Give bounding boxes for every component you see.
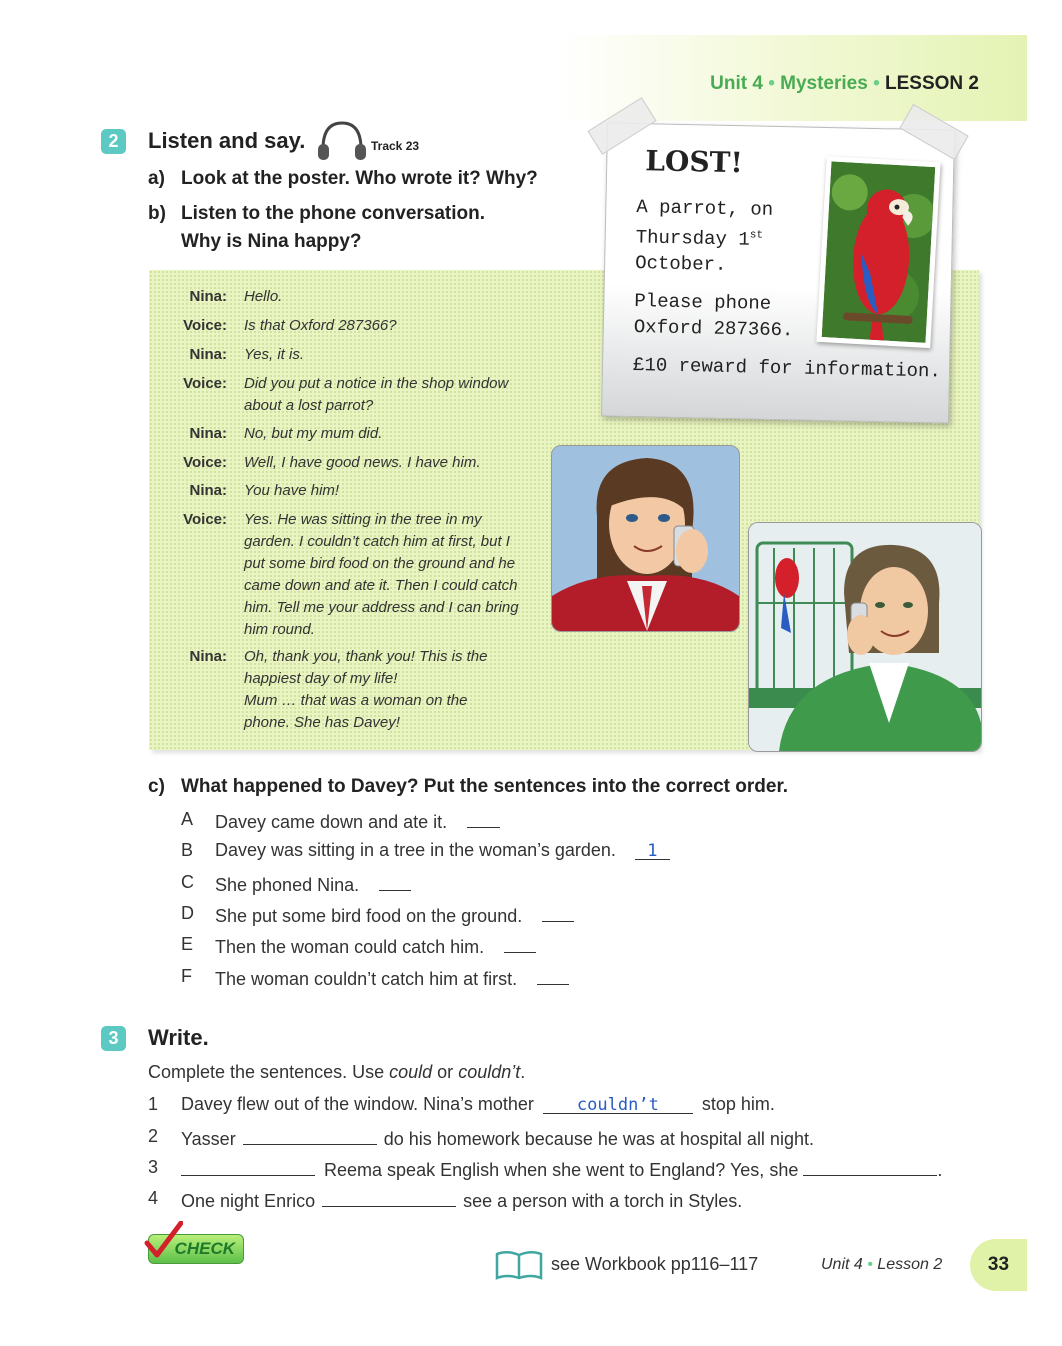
item-body	[215, 872, 411, 896]
dialogue-text: Yes, it is.	[244, 346, 305, 363]
poster-title: LOST!	[644, 144, 744, 180]
poster-line: Please phone	[634, 290, 772, 316]
dialogue-text	[244, 373, 549, 417]
speaker: Nina:	[189, 288, 227, 305]
answer-blank[interactable]	[542, 903, 574, 922]
dialogue-text-line: Mum … that was a woman on the	[244, 692, 468, 709]
woman-phone-image	[749, 523, 981, 751]
item-body	[215, 903, 574, 927]
nina-illustration	[551, 445, 740, 632]
sentence-text: One night Enrico	[181, 1191, 316, 1211]
sentence-text: Davey flew out of the window. Nina’s mother	[181, 1094, 534, 1114]
sentence-text: .	[937, 1160, 943, 1180]
sentence-body	[181, 1188, 742, 1212]
dialogue-text: Well, I have good news. I have him.	[244, 454, 481, 471]
sentence-text: Reema speak English when she went to England? Yes, she	[324, 1160, 799, 1180]
sentence-body	[181, 1094, 775, 1115]
item-body	[215, 966, 569, 990]
dialogue-text-line: happiest day of my life!	[244, 670, 398, 687]
dialogue-text-line: him. Tell me your address and I can bring	[244, 599, 519, 616]
poster-phone-number: Oxford 287366.	[633, 316, 794, 342]
order-item	[181, 872, 741, 896]
bullet: •	[867, 1256, 878, 1273]
dialogue-text-line: him round.	[244, 621, 315, 638]
item-text: She put some bird food on the ground.	[215, 906, 523, 926]
answer-blank[interactable]	[322, 1188, 456, 1207]
dialogue-text-line: phone. She has Davey!	[244, 714, 400, 731]
instruction-text: .	[520, 1062, 526, 1082]
dialogue-line	[149, 646, 569, 734]
bullet: •	[873, 73, 886, 94]
dialogue-line	[149, 315, 569, 337]
answer-blank[interactable]	[803, 1157, 937, 1176]
item-text: The woman couldn’t catch him at first.	[215, 969, 518, 989]
footer-unit: Unit 4	[821, 1256, 863, 1273]
dialogue-text-line: Yes. He was sitting in the tree in my	[244, 511, 482, 528]
exercise-number-badge: 3	[101, 1026, 126, 1051]
order-item	[181, 966, 741, 990]
item-body	[215, 809, 500, 833]
dialogue-line	[149, 509, 569, 641]
speaker: Nina:	[189, 482, 227, 499]
sentence-text: see a person with a torch in Styles.	[463, 1191, 743, 1211]
sentence-2	[148, 1126, 978, 1150]
question-c-letter: c)	[148, 776, 165, 797]
speaker: Nina:	[189, 648, 227, 665]
sentence-text: do his homework because he was at hospital all night.	[383, 1129, 814, 1149]
instruction-text: or	[432, 1062, 459, 1082]
dialogue-text-line: put some bird food on the ground and he	[244, 555, 516, 572]
speaker: Voice:	[183, 454, 227, 471]
poster-line: A parrot, on	[636, 196, 774, 221]
topic-label: Mysteries	[780, 73, 868, 94]
dialogue-text-line: Did you put a notice in the shop window	[244, 375, 509, 392]
item-letter: F	[181, 966, 192, 986]
checkmark-icon	[143, 1221, 183, 1261]
workbook-reference: see Workbook pp116–117	[551, 1254, 759, 1274]
question-c: What happened to Davey? Put the sentences into the correct order.	[181, 776, 789, 797]
dialogue-text-line: about a lost parrot?	[244, 397, 374, 414]
dialogue-text: Hello.	[244, 288, 283, 305]
question-b-line2: Why is Nina happy?	[181, 231, 362, 252]
dialogue-line	[149, 373, 569, 417]
footer-lesson: Lesson 2	[877, 1256, 943, 1273]
instruction-couldnt: couldn’t	[458, 1062, 521, 1082]
order-item	[181, 903, 741, 927]
item-body	[215, 934, 536, 958]
instruction-could: could	[389, 1062, 433, 1082]
order-item	[181, 809, 741, 833]
dialogue-text: No, but my mum did.	[244, 425, 383, 442]
item-body	[215, 840, 670, 861]
dialogue-text-line: came down and ate it. Then I could catch	[244, 577, 518, 594]
poster-date-suffix: st	[749, 229, 764, 242]
item-text: Davey came down and ate it.	[215, 812, 448, 832]
footer-unit-lesson	[821, 1256, 942, 1274]
item-text: Then the woman could catch him.	[215, 937, 485, 957]
item-text: She phoned Nina.	[215, 875, 360, 895]
check-label: CHECK	[174, 1239, 235, 1258]
speaker: Nina:	[189, 425, 227, 442]
track-label: Track 23	[371, 139, 420, 153]
speaker: Voice:	[183, 317, 227, 334]
dialogue-text: Is that Oxford 287366?	[244, 317, 397, 334]
question-a-letter: a)	[148, 168, 165, 189]
dialogue-text	[244, 509, 549, 641]
answer-blank[interactable]: 1	[635, 841, 670, 860]
item-letter: C	[181, 872, 194, 892]
answer-blank[interactable]	[467, 809, 500, 828]
answer-blank[interactable]	[243, 1126, 377, 1145]
answer-blank[interactable]	[504, 934, 536, 953]
sentence-text: stop him.	[701, 1094, 775, 1114]
poster-line: October.	[634, 252, 727, 277]
dialogue-text-line: Oh, thank you, thank you! This is the	[244, 648, 488, 665]
answer-blank[interactable]	[181, 1157, 315, 1176]
dialogue-text	[244, 646, 549, 734]
sentence-number: 1	[148, 1094, 159, 1114]
sentence-1	[148, 1094, 978, 1118]
item-letter: E	[181, 934, 194, 954]
answer-blank[interactable]	[537, 966, 569, 985]
bullet: •	[768, 73, 781, 94]
sentence-number: 2	[148, 1126, 159, 1146]
answer-blank[interactable]	[379, 872, 411, 891]
dialogue-text: You have him!	[244, 482, 340, 499]
lesson-label: LESSON 2	[885, 73, 979, 94]
sentence-number: 4	[148, 1188, 159, 1208]
parrot-image	[822, 161, 936, 343]
sentence-3	[148, 1157, 978, 1181]
item-text: Davey was sitting in a tree in the woman’s garden.	[215, 840, 616, 860]
item-letter: B	[181, 840, 194, 860]
sentence-body	[181, 1126, 814, 1150]
book-icon	[495, 1250, 543, 1280]
speaker: Voice:	[183, 511, 227, 528]
dialogue-text-line: garden. I couldn’t catch him at first, but I	[244, 533, 510, 550]
speaker: Nina:	[189, 346, 227, 363]
sentence-text: Yasser	[181, 1129, 236, 1149]
headphones-icon[interactable]	[317, 119, 367, 163]
dialogue-line	[149, 423, 569, 445]
poster-reward: £10 reward for information.	[632, 354, 942, 383]
exercise-title: Write.	[148, 1025, 209, 1050]
dialogue-line	[149, 286, 569, 308]
unit-label: Unit 4	[710, 73, 763, 94]
dialogue-line	[149, 452, 569, 474]
order-item	[181, 934, 741, 958]
order-item	[181, 840, 741, 864]
answer-blank[interactable]: couldn’t	[543, 1095, 693, 1114]
woman-illustration	[748, 522, 982, 752]
exercise-instruction	[148, 1062, 525, 1083]
question-a: Look at the poster. Who wrote it? Why?	[181, 168, 538, 189]
check-button[interactable]	[148, 1234, 244, 1264]
sentence-number: 3	[148, 1157, 159, 1177]
item-letter: D	[181, 903, 194, 923]
question-b-letter: b)	[148, 203, 166, 224]
sentence-4	[148, 1188, 978, 1212]
parrot-photo	[816, 156, 940, 348]
dialogue-line	[149, 344, 569, 366]
page-number: 33	[970, 1239, 1027, 1291]
unit-header	[710, 73, 979, 95]
instruction-text: Complete the sentences. Use	[148, 1062, 390, 1082]
nina-phone-image	[552, 446, 739, 631]
speaker: Voice:	[183, 375, 227, 392]
sentence-body	[181, 1157, 942, 1181]
poster-date: Thursday 1	[635, 226, 750, 251]
exercise-number-badge: 2	[101, 129, 126, 154]
question-b-line1: Listen to the phone conversation.	[181, 203, 486, 224]
lost-poster	[601, 122, 955, 423]
exercise-title: Listen and say.	[148, 128, 306, 153]
dialogue-line	[149, 480, 569, 502]
item-letter: A	[181, 809, 194, 829]
